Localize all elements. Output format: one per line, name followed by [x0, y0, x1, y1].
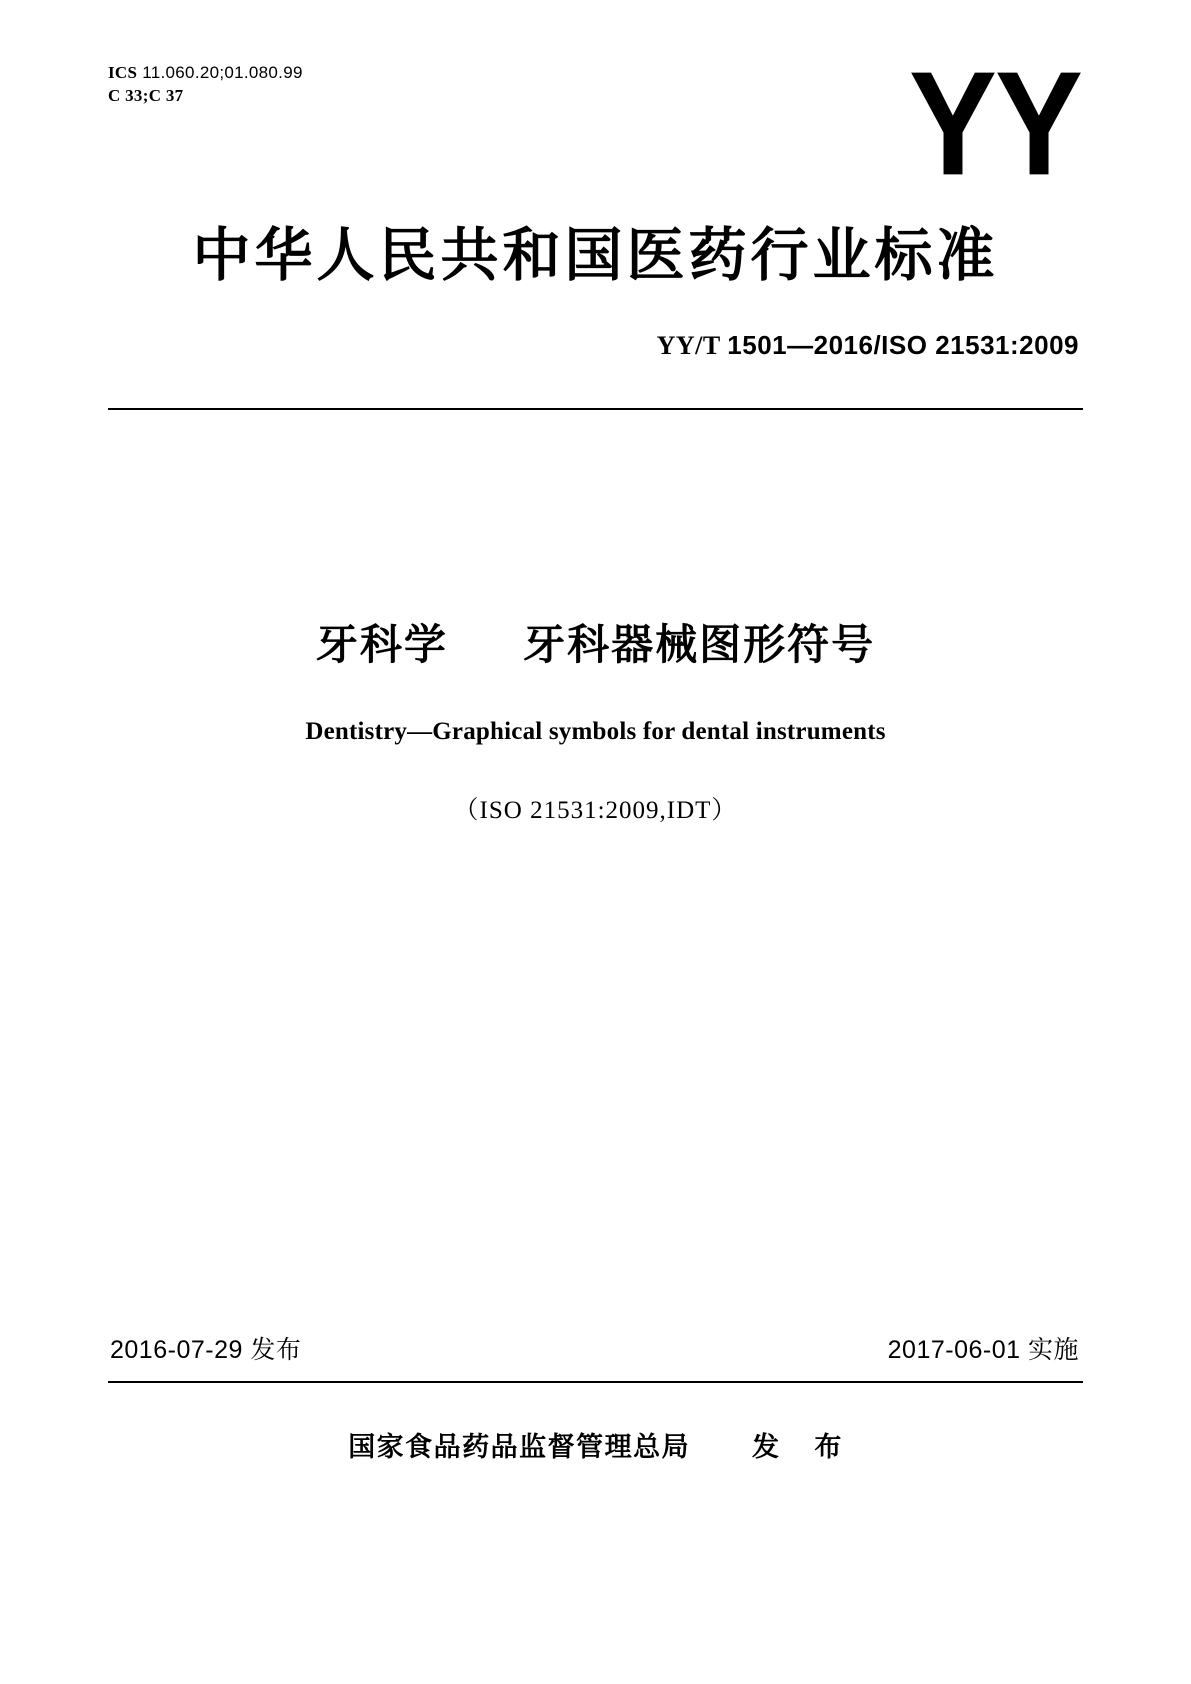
organization-header: 中华人民共和国医药行业标准 — [192, 221, 999, 289]
standard-number-value: 1501—2016/ISO 21531:2009 — [727, 330, 1079, 360]
class-code: C 33;C 37 — [108, 85, 184, 105]
issue-date: 2016-07-29 — [110, 1336, 243, 1364]
title-english: Dentistry—Graphical symbols for dental instruments — [305, 718, 886, 745]
issue-date-block — [110, 1330, 301, 1366]
title-cn-part2: 牙科器械图形符号 — [523, 620, 876, 669]
publisher-action-2: 布 — [814, 1432, 843, 1463]
yy-logo: YY — [908, 41, 1081, 206]
ics-value: 11.060.20;01.080.99 — [142, 63, 303, 82]
divider-bottom — [108, 1381, 1083, 1383]
publisher-name: 国家食品药品监督管理总局 — [348, 1432, 691, 1463]
iso-equivalence: （ISO 21531:2009,IDT） — [453, 797, 738, 824]
effective-date: 2017-06-01 — [887, 1336, 1021, 1364]
issue-label: 发布 — [250, 1335, 302, 1364]
page-title — [0, 612, 1191, 672]
publisher-action-1: 发 — [752, 1432, 781, 1463]
publisher-block — [0, 1425, 1191, 1464]
effective-date-block — [888, 1330, 1079, 1366]
ics-label: ICS — [108, 63, 138, 82]
title-cn-part1: 牙科学 — [315, 620, 448, 669]
divider-top — [108, 408, 1083, 410]
ics-line — [108, 62, 303, 85]
standard-number-prefix: YY/T — [656, 331, 721, 360]
ics-classification-block — [108, 62, 303, 108]
effective-label: 实施 — [1027, 1335, 1079, 1364]
standard-number — [657, 330, 1079, 361]
